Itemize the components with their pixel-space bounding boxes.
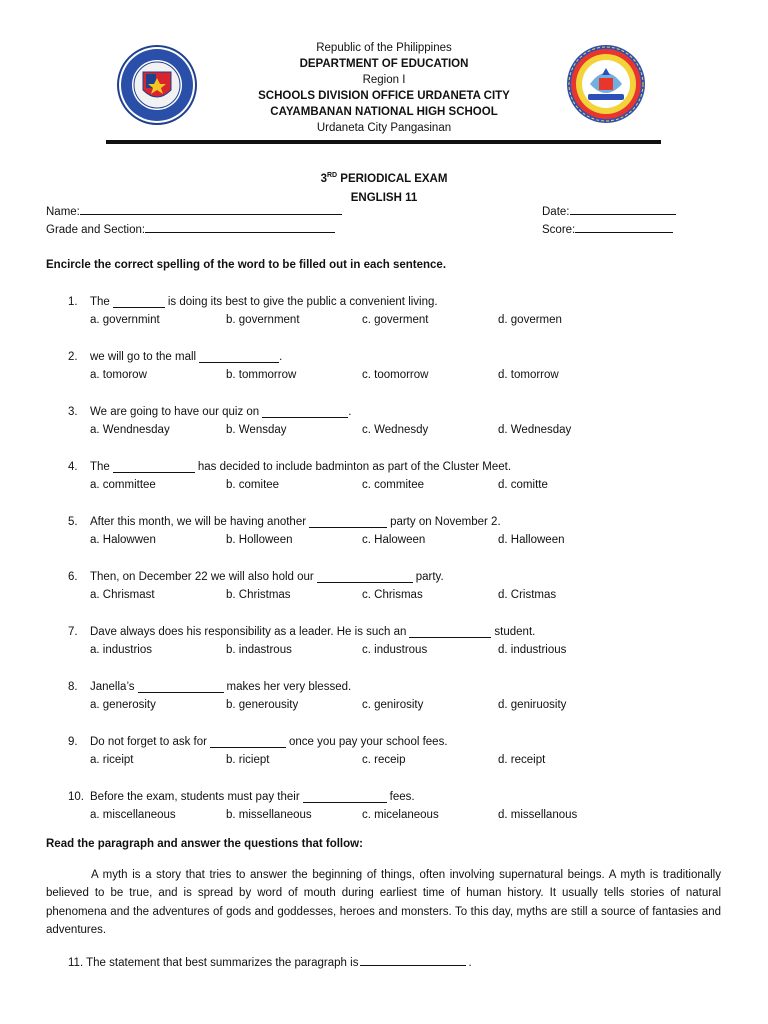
question-6: 6. Then, on December 22 we will also hold our party. a. Chrismast b. Christmas c. Chrismas d. Cristmas <box>68 568 708 604</box>
answer-blank <box>309 517 387 528</box>
republic-line: Republic of the Philippines <box>316 42 452 54</box>
choice-c[interactable]: c. receip <box>362 754 406 766</box>
division-line: SCHOOLS DIVISION OFFICE URDANETA CITY <box>258 90 510 102</box>
choice-d[interactable]: d. receipt <box>498 754 546 766</box>
name-blank[interactable] <box>80 203 342 215</box>
choice-d[interactable]: d. Wednesday <box>498 424 572 436</box>
answer-blank <box>210 737 286 748</box>
choice-b[interactable]: b. generousity <box>226 699 299 711</box>
question-2: 2. we will go to the mall . a. tomorow b. tommorrow c. toomorrow d. tomorrow <box>68 348 708 384</box>
exam-name: 3RD PERIODICAL EXAM <box>320 172 448 185</box>
question-3: 3. We are going to have our quiz on . a. Wendnesday b. Wensday c. Wednesdy d. Wednesday <box>68 403 708 439</box>
choice-b[interactable]: b. comitee <box>226 479 280 491</box>
question-10: 10. Before the exam, students must pay their fees. a. miscellaneous b. missellaneous c. micelaneous d. missellanous <box>68 788 708 824</box>
choice-c[interactable]: c. Chrismas <box>362 589 423 601</box>
choice-c[interactable]: c. goverment <box>362 314 429 326</box>
choice-a[interactable]: a. governmint <box>90 314 160 326</box>
choice-c[interactable]: c. genirosity <box>362 699 424 711</box>
choice-a[interactable]: a. Halowwen <box>90 534 156 546</box>
question-5: 5. After this month, we will be having another party on November 2. a. Halowwen b. Holloween c. Haloween d. Halloween <box>68 513 708 549</box>
choice-d[interactable]: d. missellanous <box>498 809 578 821</box>
choice-b[interactable]: b. Holloween <box>226 534 293 546</box>
question-4: 4. The has decided to include badminton as part of the Cluster Meet. a. committee b. comitee c. commitee d. comitte <box>68 458 708 494</box>
date-blank[interactable] <box>570 203 676 215</box>
choice-b[interactable]: b. indastrous <box>226 644 292 656</box>
choice-b[interactable]: b. riciept <box>226 754 270 766</box>
grade-section-blank[interactable] <box>145 221 335 233</box>
department-line: DEPARTMENT OF EDUCATION <box>299 58 469 70</box>
choice-c[interactable]: c. toomorrow <box>362 369 429 381</box>
choice-b[interactable]: b. tommorrow <box>226 369 297 381</box>
choice-a[interactable]: a. Chrismast <box>90 589 155 601</box>
choice-c[interactable]: c. Wednesdy <box>362 424 429 436</box>
answer-blank <box>360 955 466 966</box>
choice-a[interactable]: a. tomorow <box>90 369 147 381</box>
answer-blank <box>138 682 224 693</box>
choice-a[interactable]: a. miscellaneous <box>90 809 176 821</box>
question-8: 8. Janella’s makes her very blessed. a. generosity b. generousity c. genirosity d. geniruosity <box>68 678 708 714</box>
question-7: 7. Dave always does his responsibility as a leader. He is such an student. a. industrios b. indastrous c. industrous d. industrious <box>68 623 708 659</box>
region-line: Region I <box>362 74 406 86</box>
choice-d[interactable]: d. industrious <box>498 644 567 656</box>
choice-a[interactable]: a. industrios <box>90 644 153 656</box>
answer-blank <box>303 792 387 803</box>
school-line: CAYAMBANAN NATIONAL HIGH SCHOOL <box>270 106 498 118</box>
part1-instructions: Encircle the correct spelling of the word to be filled out in each sentence. <box>46 259 447 271</box>
question-1: 1. The is doing its best to give the public a convenient living. a. governmint b. government c. goverment d. govermen <box>68 293 708 329</box>
choice-d[interactable]: d. govermen <box>498 314 562 326</box>
choice-d[interactable]: d. geniruosity <box>498 699 567 711</box>
date-field[interactable]: Date: <box>542 203 676 218</box>
answer-blank <box>113 297 165 308</box>
choice-c[interactable]: c. Haloween <box>362 534 426 546</box>
choice-c[interactable]: c. industrous <box>362 644 428 656</box>
question-11: 11. The statement that best summarizes the paragraph is . <box>68 957 472 969</box>
exam-title <box>0 166 768 208</box>
choice-a[interactable]: a. committee <box>90 479 156 491</box>
score-field[interactable]: Score: <box>542 221 673 236</box>
address-line: Urdaneta City Pangasinan <box>316 122 452 134</box>
choice-b[interactable]: b. Wensday <box>226 424 287 436</box>
answer-blank <box>262 407 348 418</box>
choice-a[interactable]: a. generosity <box>90 699 156 711</box>
choice-d[interactable]: d. Halloween <box>498 534 565 546</box>
exam-subject: ENGLISH 11 <box>350 192 418 204</box>
score-blank[interactable] <box>575 221 673 233</box>
choice-a[interactable]: a. riceipt <box>90 754 134 766</box>
choice-d[interactable]: d. tomorrow <box>498 369 559 381</box>
choice-d[interactable]: d. Cristmas <box>498 589 557 601</box>
question-9: 9. Do not forget to ask for once you pay your school fees. a. riceipt b. riciept c. receip d. receipt <box>68 733 708 769</box>
choice-b[interactable]: b. missellaneous <box>226 809 312 821</box>
answer-blank <box>113 462 195 473</box>
part2-instructions: Read the paragraph and answer the questions that follow: <box>46 838 363 850</box>
choice-c[interactable]: c. commitee <box>362 479 424 491</box>
choice-a[interactable]: a. Wendnesday <box>90 424 170 436</box>
myth-paragraph: A myth is a story that tries to answer the beginning of things, often involving supernatural beings. A myth is traditionally believed to be true, and is spread by word of mouth during earliest time of human history. It usually tells stories of natural phenomena and the adventures of gods and goddesses, heroes and monsters. To this day, myths are still a source of fantasies and adventures. <box>46 869 721 937</box>
answer-blank <box>199 352 279 363</box>
answer-blank <box>409 627 491 638</box>
choice-c[interactable]: c. micelaneous <box>362 809 439 821</box>
answer-blank <box>317 572 413 583</box>
choice-b[interactable]: b. Christmas <box>226 589 291 601</box>
header-divider <box>106 140 661 144</box>
grade-section-field[interactable]: Grade and Section: <box>46 221 335 236</box>
letterhead <box>0 40 768 136</box>
name-field[interactable]: Name: <box>46 203 342 218</box>
choice-d[interactable]: d. comitte <box>498 479 548 491</box>
choice-b[interactable]: b. government <box>226 314 300 326</box>
